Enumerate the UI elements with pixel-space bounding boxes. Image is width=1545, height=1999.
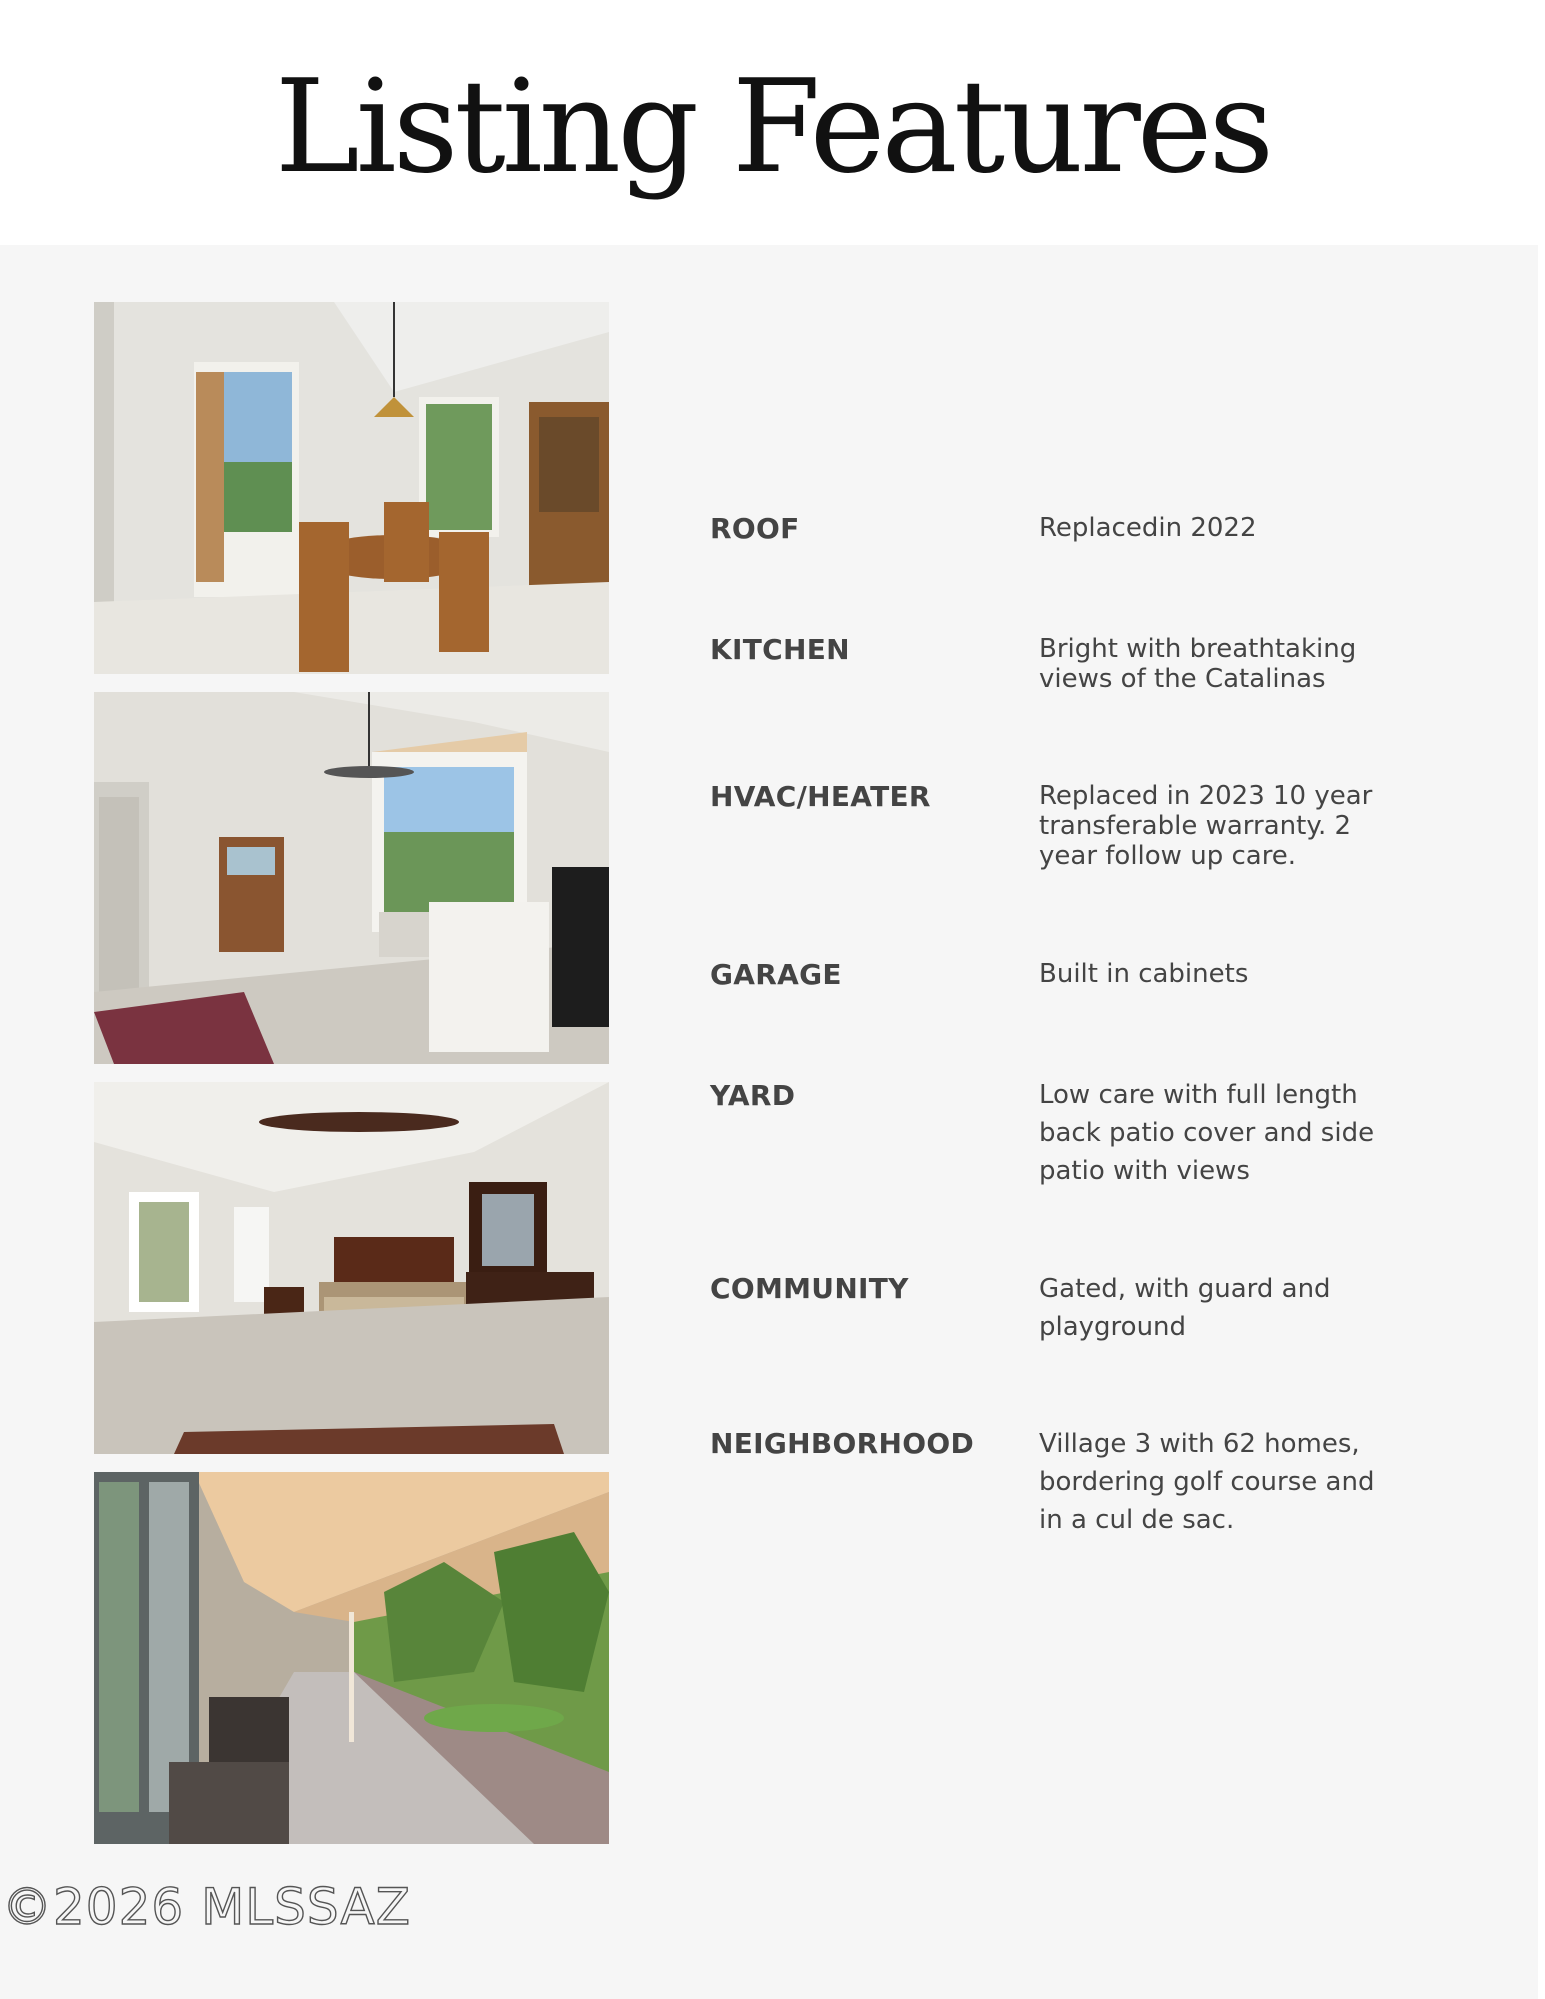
patio-photo [94, 1472, 609, 1844]
feature-label-garage: GARAGE [710, 958, 842, 991]
feature-value-garage: Built in cabinets [1039, 959, 1249, 989]
feature-value-yard: Low care with full length back patio cover and side patio with views [1039, 1080, 1375, 1186]
bedroom-photo [94, 1082, 609, 1454]
feature-label-community: COMMUNITY [710, 1272, 909, 1305]
page-title: Listing Features [274, 53, 1271, 202]
feature-value-neighborhood: Village 3 with 62 homes, bordering golf course and in a cul de sac. [1039, 1429, 1375, 1535]
feature-label-yard: YARD [710, 1079, 796, 1112]
feature-value-community: Gated, with guard and playground [1039, 1274, 1331, 1342]
copyright-watermark: ©2026 MLSSAZ [2, 1878, 411, 1936]
feature-value-kitchen: Bright with breathtaking views of the Catalinas [1039, 634, 1357, 694]
feature-value-hvac: Replaced in 2023 10 year transferable warranty. 2 year follow up care. [1039, 781, 1373, 871]
feature-label-kitchen: KITCHEN [710, 633, 850, 666]
living-room-photo [94, 692, 609, 1064]
dining-nook-photo [94, 302, 609, 674]
feature-label-roof: ROOF [710, 512, 800, 545]
feature-label-neighborhood: NEIGHBORHOOD [710, 1427, 974, 1460]
header-band [0, 0, 1545, 245]
feature-value-roof: Replacedin 2022 [1039, 513, 1257, 543]
feature-label-hvac: HVAC/HEATER [710, 780, 931, 813]
page-edge [1538, 0, 1545, 1999]
